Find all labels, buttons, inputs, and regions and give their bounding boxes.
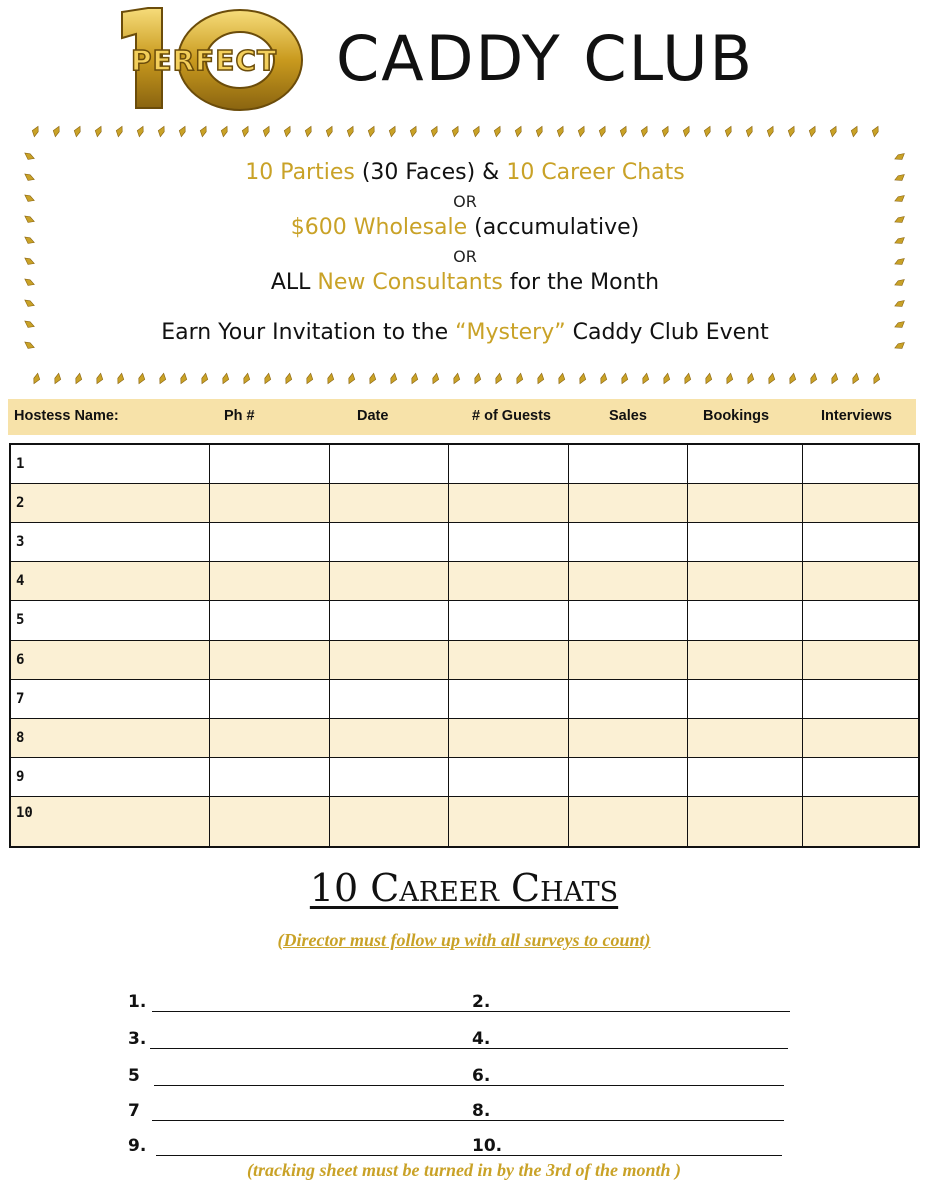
table-cell[interactable]	[209, 484, 329, 522]
frame-leaf-icon	[221, 373, 230, 385]
frame-leaf-icon	[367, 125, 376, 137]
table-cell[interactable]	[448, 484, 568, 522]
frame-leaf-icon	[158, 373, 167, 385]
table-cell[interactable]	[11, 523, 209, 561]
frame-leaf-icon	[683, 373, 692, 385]
frame-leaf-icon	[220, 125, 229, 137]
table-cell[interactable]	[329, 484, 448, 522]
frame-leaf-icon	[200, 373, 209, 385]
frame-leaf-icon	[494, 373, 503, 385]
career-chat-entry[interactable]	[472, 1027, 788, 1051]
mystery-text: “Mystery”	[455, 320, 566, 345]
frame-leaf-icon	[73, 125, 82, 137]
header-guests: # of Guests	[472, 408, 551, 424]
table-cell[interactable]	[11, 719, 209, 757]
requirements-frame	[16, 120, 914, 392]
requirement-consultants	[16, 270, 914, 295]
table-cell[interactable]	[329, 445, 448, 483]
table-cell[interactable]	[209, 797, 329, 846]
table-cell[interactable]	[329, 641, 448, 679]
frame-leaf-icon	[23, 298, 36, 309]
table-row	[11, 758, 918, 797]
row-number: 5	[16, 612, 25, 628]
table-cell[interactable]	[802, 601, 918, 640]
table-row	[11, 445, 918, 484]
frame-leaf-icon	[514, 125, 523, 137]
header-phone: Ph #	[224, 408, 255, 424]
faces-text: (30 Faces) &	[354, 160, 507, 185]
frame-leaf-icon	[640, 125, 649, 137]
table-cell[interactable]	[687, 719, 802, 757]
frame-leaf-icon	[305, 373, 314, 385]
career-chat-entry[interactable]	[472, 990, 790, 1014]
frame-leaf-icon	[346, 125, 355, 137]
frame-leaf-icon	[515, 373, 524, 385]
table-cell[interactable]	[209, 523, 329, 561]
frame-leaf-icon	[661, 125, 670, 137]
frame-leaf-icon	[598, 125, 607, 137]
frame-leaf-icon	[851, 373, 860, 385]
all-text: ALL	[270, 270, 318, 295]
row-number: 1	[16, 456, 25, 472]
career-chat-number: 4.	[472, 1029, 491, 1049]
table-cell[interactable]	[209, 680, 329, 718]
frame-leaf-icon	[809, 373, 818, 385]
or-divider-2: OR	[453, 247, 477, 266]
frame-leaf-icon	[577, 125, 586, 137]
frame-leaf-icon	[536, 373, 545, 385]
table-cell[interactable]	[687, 484, 802, 522]
frame-leaf-icon	[703, 125, 712, 137]
table-cell[interactable]	[687, 797, 802, 846]
frame-leaf-icon	[557, 373, 566, 385]
frame-leaf-icon	[199, 125, 208, 137]
header-interviews: Interviews	[821, 408, 892, 424]
career-chat-entry[interactable]	[472, 1099, 784, 1123]
frame-leaf-icon	[388, 125, 397, 137]
career-chat-number: 9.	[128, 1136, 147, 1156]
table-cell[interactable]	[209, 601, 329, 640]
row-number: 2	[16, 495, 25, 511]
page-title: CADDY CLUB	[336, 22, 755, 95]
career-chat-entry[interactable]	[472, 1064, 784, 1088]
table-cell[interactable]	[209, 758, 329, 796]
frame-leaf-icon	[136, 125, 145, 137]
table-cell[interactable]	[568, 680, 687, 718]
frame-leaf-icon	[788, 373, 797, 385]
frame-leaf-icon	[31, 125, 40, 137]
career-chat-number: 2.	[472, 992, 491, 1012]
career-chat-blank-line[interactable]	[154, 1085, 784, 1086]
table-cell[interactable]	[329, 601, 448, 640]
table-cell[interactable]	[209, 445, 329, 483]
frame-leaf-icon	[32, 373, 41, 385]
table-cell[interactable]	[448, 562, 568, 600]
table-cell[interactable]	[11, 445, 209, 483]
table-cell[interactable]	[802, 523, 918, 561]
table-cell[interactable]	[802, 797, 918, 846]
table-cell[interactable]	[568, 758, 687, 796]
frame-leaf-icon	[52, 125, 61, 137]
frame-leaf-icon	[472, 125, 481, 137]
invitation-text: Earn Your Invitation to the	[161, 320, 456, 345]
table-cell[interactable]	[687, 758, 802, 796]
frame-leaf-icon	[556, 125, 565, 137]
frame-leaf-icon	[535, 125, 544, 137]
table-cell[interactable]	[802, 680, 918, 718]
frame-leaf-icon	[157, 125, 166, 137]
table-cell[interactable]	[802, 445, 918, 483]
table-row	[11, 680, 918, 719]
frame-leaf-icon	[262, 125, 271, 137]
frame-leaf-icon	[242, 373, 251, 385]
table-cell[interactable]	[11, 562, 209, 600]
frame-leaf-icon	[74, 373, 83, 385]
table-cell[interactable]	[687, 523, 802, 561]
table-cell[interactable]	[209, 562, 329, 600]
table-cell[interactable]	[329, 719, 448, 757]
table-cell[interactable]	[448, 641, 568, 679]
requirement-parties-chats	[16, 160, 914, 185]
table-cell[interactable]	[329, 797, 448, 846]
wholesale-text: $600 Wholesale	[290, 215, 468, 240]
table-cell[interactable]	[687, 445, 802, 483]
parties-text: 10 Parties	[245, 160, 355, 185]
table-cell[interactable]	[687, 562, 802, 600]
table-cell[interactable]	[687, 601, 802, 640]
row-number: 6	[16, 652, 25, 668]
career-chat-blank-line[interactable]	[150, 1048, 788, 1049]
frame-leaf-icon	[263, 373, 272, 385]
career-chat-number: 7	[128, 1101, 140, 1121]
frame-leaf-icon	[452, 373, 461, 385]
table-cell[interactable]	[448, 445, 568, 483]
table-cell[interactable]	[448, 680, 568, 718]
table-cell[interactable]	[329, 562, 448, 600]
frame-leaf-icon	[179, 373, 188, 385]
table-cell[interactable]	[448, 601, 568, 640]
frame-leaf-icon	[410, 373, 419, 385]
career-chats-title: 10 Career Chats	[309, 866, 619, 910]
frame-leaf-icon	[619, 125, 628, 137]
frame-leaf-icon	[283, 125, 292, 137]
frame-leaf-icon	[473, 373, 482, 385]
table-cell[interactable]	[448, 797, 568, 846]
frame-leaf-icon	[745, 125, 754, 137]
frame-leaf-icon	[620, 373, 629, 385]
frame-leaf-icon	[94, 125, 103, 137]
career-chat-entry[interactable]	[472, 1134, 782, 1158]
frame-leaf-icon	[894, 299, 907, 310]
frame-leaf-icon	[304, 125, 313, 137]
for-month-text: for the Month	[502, 270, 660, 295]
frame-leaf-icon	[431, 373, 440, 385]
frame-leaf-icon	[787, 125, 796, 137]
header-sales: Sales	[609, 408, 647, 424]
frame-leaf-icon	[871, 125, 880, 137]
frame-leaf-icon	[724, 125, 733, 137]
table-row	[11, 641, 918, 680]
table-row	[11, 562, 918, 601]
table-cell[interactable]	[687, 680, 802, 718]
table-cell[interactable]	[568, 484, 687, 522]
perfect-10-logo	[100, 4, 312, 116]
row-number: 9	[16, 769, 25, 785]
row-number: 4	[16, 573, 25, 589]
table-cell[interactable]	[11, 484, 209, 522]
frame-leaf-icon	[409, 125, 418, 137]
table-row	[11, 601, 918, 641]
table-cell[interactable]	[209, 641, 329, 679]
frame-leaf-icon	[766, 125, 775, 137]
frame-leaf-icon	[284, 373, 293, 385]
frame-leaf-icon	[451, 125, 460, 137]
frame-leaf-icon	[493, 125, 502, 137]
frame-leaf-icon	[872, 373, 881, 385]
table-cell[interactable]	[802, 641, 918, 679]
row-number: 7	[16, 691, 25, 707]
frame-leaf-icon	[682, 125, 691, 137]
table-cell[interactable]	[568, 641, 687, 679]
career-chat-number: 1.	[128, 992, 147, 1012]
table-cell[interactable]	[11, 601, 209, 640]
table-cell[interactable]	[448, 523, 568, 561]
requirement-wholesale	[16, 215, 914, 240]
table-cell[interactable]	[209, 719, 329, 757]
table-cell[interactable]	[568, 445, 687, 483]
tracking-sheet-note: (tracking sheet must be turned in by the 3rd of the month )	[246, 1160, 682, 1180]
logo-word: PERFECT	[130, 44, 278, 77]
frame-leaf-icon	[95, 373, 104, 385]
frame-leaf-icon	[850, 125, 859, 137]
frame-leaf-icon	[767, 373, 776, 385]
table-row	[11, 797, 918, 846]
table-row	[11, 523, 918, 562]
frame-leaf-icon	[829, 125, 838, 137]
table-header	[8, 399, 916, 435]
career-chat-blank-line[interactable]	[152, 1011, 790, 1012]
table-cell[interactable]	[687, 641, 802, 679]
row-number: 3	[16, 534, 25, 550]
frame-leaf-icon	[347, 373, 356, 385]
header-date: Date	[357, 408, 389, 424]
frame-leaf-icon	[725, 373, 734, 385]
career-chats-note: (Director must follow up with all surveys to count)	[277, 930, 651, 950]
table-cell[interactable]	[802, 484, 918, 522]
frame-leaf-icon	[241, 125, 250, 137]
career-chats-text: 10 Career Chats	[506, 160, 685, 185]
frame-leaf-icon	[599, 373, 608, 385]
table-cell[interactable]	[11, 758, 209, 796]
header-hostess-name: Hostess Name:	[14, 408, 119, 424]
table-cell[interactable]	[11, 797, 209, 846]
frame-leaf-icon	[704, 373, 713, 385]
table-cell[interactable]	[802, 719, 918, 757]
frame-leaf-icon	[578, 373, 587, 385]
frame-leaf-icon	[641, 373, 650, 385]
row-number: 10	[16, 805, 33, 821]
new-consultants-text: New Consultants	[317, 270, 503, 295]
frame-leaf-icon	[53, 373, 62, 385]
invitation-line	[16, 320, 914, 345]
table-cell[interactable]	[802, 562, 918, 600]
table-cell[interactable]	[568, 523, 687, 561]
table-cell[interactable]	[448, 758, 568, 796]
frame-leaf-icon	[389, 373, 398, 385]
table-row	[11, 484, 918, 523]
table-row	[11, 719, 918, 758]
career-chat-number: 5	[128, 1066, 140, 1086]
career-chat-number: 8.	[472, 1101, 491, 1121]
frame-leaf-icon	[115, 125, 124, 137]
frame-leaf-icon	[178, 125, 187, 137]
frame-leaf-icon	[430, 125, 439, 137]
table-cell[interactable]	[802, 758, 918, 796]
table-cell[interactable]	[568, 797, 687, 846]
frame-leaf-icon	[137, 373, 146, 385]
accumulative-text: (accumulative)	[467, 215, 640, 240]
row-number: 8	[16, 730, 25, 746]
career-chat-blank-line[interactable]	[158, 1155, 782, 1156]
frame-leaf-icon	[368, 373, 377, 385]
table-cell[interactable]	[11, 641, 209, 679]
career-chat-number: 10.	[472, 1136, 503, 1156]
career-chat-number: 6.	[472, 1066, 491, 1086]
table-cell[interactable]	[568, 719, 687, 757]
table-cell[interactable]	[568, 562, 687, 600]
table-cell[interactable]	[329, 523, 448, 561]
table-cell[interactable]	[329, 680, 448, 718]
career-chat-blank-line[interactable]	[152, 1120, 784, 1121]
header-bookings: Bookings	[703, 408, 770, 424]
frame-leaf-icon	[326, 373, 335, 385]
table-cell[interactable]	[11, 680, 209, 718]
frame-leaf-icon	[746, 373, 755, 385]
frame-leaf-icon	[662, 373, 671, 385]
table-cell[interactable]	[568, 601, 687, 640]
frame-leaf-icon	[116, 373, 125, 385]
or-divider-1: OR	[453, 192, 477, 211]
event-text: Caddy Club Event	[565, 320, 769, 345]
career-chat-number: 3.	[128, 1029, 147, 1049]
frame-leaf-icon	[830, 373, 839, 385]
party-tracking-table	[9, 443, 920, 848]
frame-leaf-icon	[808, 125, 817, 137]
table-cell[interactable]	[448, 719, 568, 757]
table-cell[interactable]	[329, 758, 448, 796]
frame-leaf-icon	[325, 125, 334, 137]
